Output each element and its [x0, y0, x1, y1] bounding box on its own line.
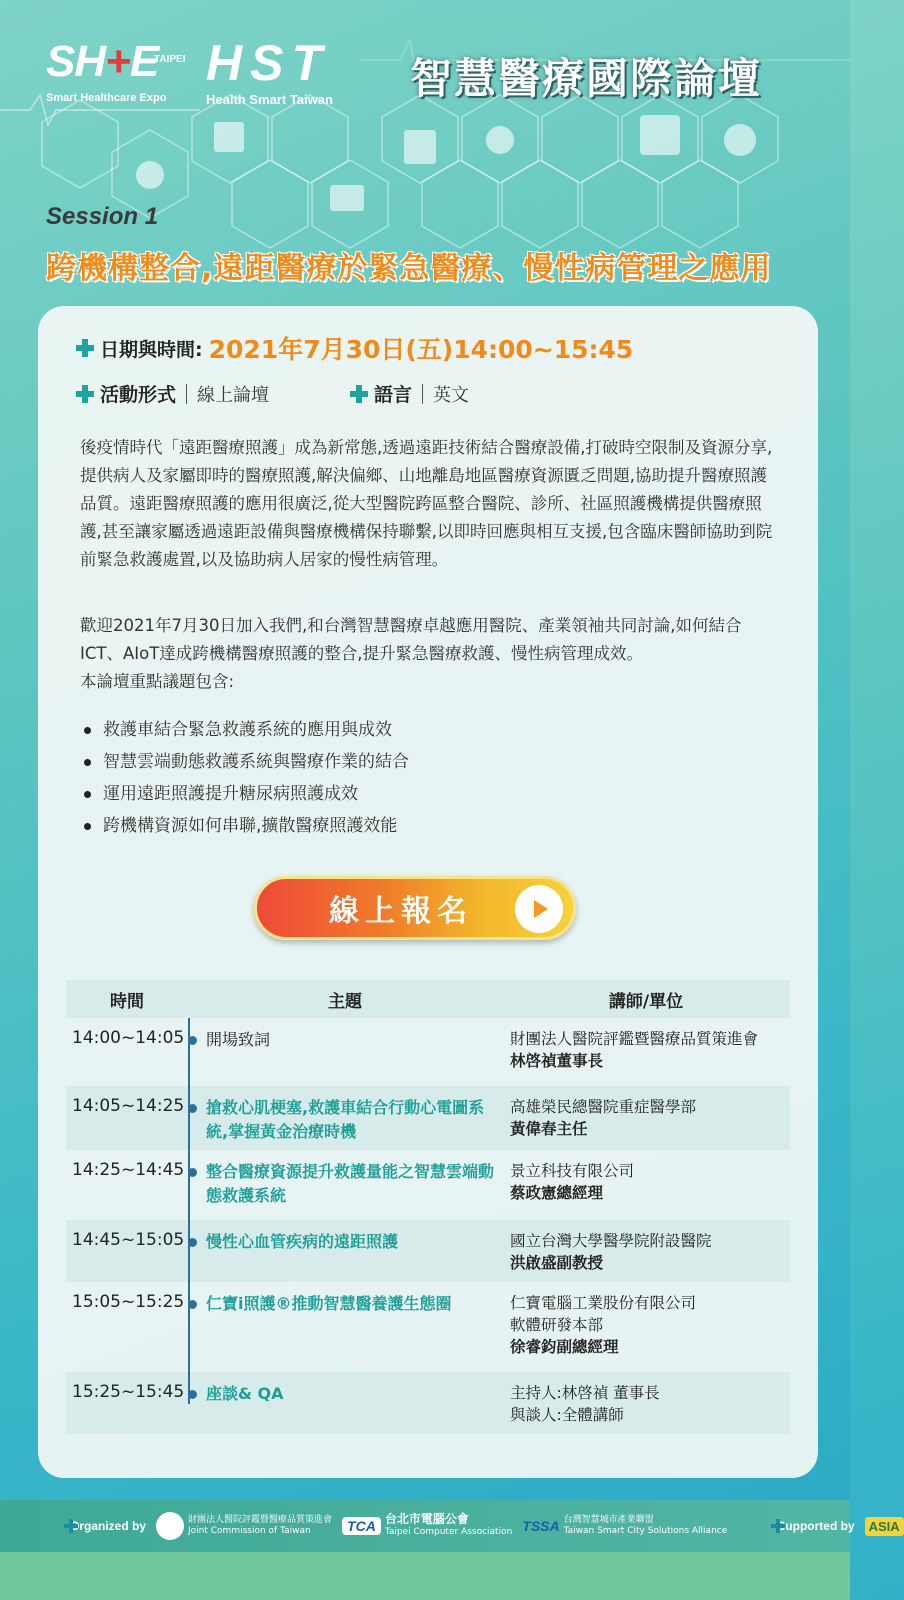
row-speaker [510, 1018, 790, 1086]
row-speaker [510, 1220, 790, 1282]
row-speaker [510, 1282, 790, 1372]
topics-intro: 本論壇重點議題包含: [80, 672, 235, 691]
supporter-mark: ASIA [865, 1517, 904, 1536]
format-value: 線上論壇 [197, 384, 270, 406]
agenda-header [66, 980, 790, 1018]
row-speaker [510, 1372, 790, 1434]
row-topic: 座談& QA [206, 1384, 284, 1403]
tca-logo [342, 1514, 512, 1538]
bullet-icon [84, 727, 91, 734]
divider [186, 384, 187, 404]
supported-by-label: Supported by [777, 1519, 855, 1533]
format-row [76, 380, 269, 407]
org3-en: Taiwan Smart City Solutions Alliance [563, 1526, 728, 1536]
row-speaker [510, 1086, 790, 1150]
tssa-mark: TSSA [522, 1518, 560, 1534]
org3-name: 台灣智慧城市產業聯盟 [563, 1515, 654, 1525]
she-logo: SH+E [46, 37, 159, 86]
header-speaker: 講師/單位 [608, 991, 684, 1012]
table-row [66, 1372, 790, 1434]
date-value: 2021年7月30日(五)14:00~15:45 [208, 335, 634, 364]
language-value: 英文 [433, 384, 470, 406]
row-time: 14:25~14:45 [72, 1160, 185, 1180]
table-row [66, 1150, 790, 1220]
register-button[interactable] [254, 876, 576, 940]
footer-sponsors [0, 1500, 900, 1552]
session-label: Session 1 [46, 203, 159, 230]
cross-icon [76, 339, 94, 357]
speaker-org: 仁寶電腦工業股份有限公司 [510, 1294, 697, 1312]
format-label: 活動形式 [100, 384, 177, 406]
header-banner [0, 0, 850, 300]
org2-en: Taipei Computer Association [384, 1527, 513, 1537]
language-label: 語言 [374, 384, 413, 406]
topic-text: 救護車結合緊急救護系統的應用與成效 [103, 720, 392, 740]
row-topic: 開場致詞 [206, 1030, 271, 1049]
intro-paragraph-2: 歡迎2021年7月30日加入我們,和台灣智慧醫療卓越應用醫院、產業領袖共同討論,如何結合ICT、AIoT達成跨機構醫療照護的整合,提升緊急醫療救護、慢性病管理成效。 [80, 616, 742, 663]
play-icon [515, 885, 563, 933]
speaker-org: 財團法人醫院評鑑暨醫療品質策進會 [510, 1030, 759, 1048]
date-row [76, 330, 633, 366]
topic-text: 運用遠距照護提升糖尿病照護成效 [103, 784, 358, 804]
list-item [84, 746, 409, 778]
intro-paragraph-1: 後疫情時代「遠距醫療照護」成為新常態,透過遠距技術結合醫療設備,打破時空限制及資源分享,提供病人及家屬即時的醫療照護,解決偏鄉、山地離島地區醫療資源匱乏問題,協助提升醫療照護品質。遠距醫療照護的應用很廣泛,從大型醫院跨區整合醫院、診所、社區照護機構提供醫療照護,甚至讓家屬透過遠距設備與醫療機構保持聯繫,以即時回應與相互支援,包含臨床醫師協助到院前緊急救護處置,以及協助病人居家的慢性病管理。 [80, 438, 773, 569]
jct-seal-icon [156, 1512, 184, 1540]
row-time: 15:25~15:45 [72, 1382, 185, 1402]
cross-icon [76, 385, 94, 403]
language-row [350, 380, 469, 407]
bullet-icon [84, 791, 91, 798]
speaker-org: 國立台灣大學醫學院附設醫院 [510, 1232, 712, 1250]
table-row [66, 1018, 790, 1086]
row-topic: 仁寶i照護®推動智慧醫養護生態圈 [206, 1294, 452, 1313]
topic-text: 跨機構資源如何串聯,擴散醫療照護效能 [103, 816, 398, 836]
content-card [38, 306, 818, 1478]
header-time: 時間 [110, 991, 144, 1012]
agenda-table [66, 980, 790, 1434]
date-label: 日期與時間: [100, 338, 203, 361]
row-time: 15:05~15:25 [72, 1292, 185, 1312]
hst-logo-subtitle: Health Smart Taiwan [206, 92, 333, 107]
list-item [84, 778, 409, 810]
row-topic: 整合醫療資源提升救護量能之智慧雲端動態救護系統 [206, 1162, 495, 1205]
she-logo-subtitle: Smart Healthcare Expo [46, 92, 167, 104]
timeline-line [188, 1018, 190, 1404]
table-row [66, 1220, 790, 1282]
speaker-name: 徐睿鈞副總經理 [510, 1338, 619, 1356]
bullet-icon [84, 823, 91, 830]
topic-text: 智慧雲端動態救護系統與醫療作業的結合 [103, 752, 409, 772]
row-time: 14:00~14:05 [72, 1028, 185, 1048]
row-speaker [510, 1150, 790, 1220]
speaker-name: 洪啟盛副教授 [510, 1254, 604, 1272]
organized-by-label: Organized by [70, 1519, 147, 1533]
list-item [84, 714, 409, 746]
row-topic: 搶救心肌梗塞,救護車結合行動心電圖系統,掌握黃金治療時機 [206, 1098, 485, 1141]
tca-mark: TCA [342, 1517, 381, 1535]
org2-name: 台北市電腦公會 [384, 1512, 469, 1526]
session-title: 跨機構整合,遠距醫療於緊急醫療、慢性病管理之應用 [46, 251, 772, 286]
jct-logo [156, 1512, 332, 1540]
row-topic: 慢性心血管疾病的遠距照護 [206, 1232, 399, 1251]
org1-en: Joint Commission of Taiwan [188, 1526, 311, 1536]
bullet-icon [84, 759, 91, 766]
cross-icon [350, 385, 368, 403]
row-time: 14:05~14:25 [72, 1096, 185, 1116]
tssa-logo [522, 1515, 727, 1537]
row-time: 14:45~15:05 [72, 1230, 185, 1250]
supporter-logo [865, 1517, 904, 1536]
speaker-name: 蔡政憲總經理 [510, 1184, 604, 1202]
register-button-label: 線上報名 [329, 894, 473, 929]
header-topic: 主題 [328, 991, 362, 1012]
speaker-org: 景立科技有限公司 [510, 1162, 635, 1180]
divider [422, 384, 423, 404]
speaker-panel: 與談人:全體講師 [510, 1406, 624, 1424]
speaker-name: 黃偉春主任 [510, 1120, 588, 1138]
table-row [66, 1282, 790, 1372]
topic-list [84, 714, 409, 842]
speaker-org: 高雄榮民總醫院重症醫學部 [510, 1098, 697, 1116]
footer-band [0, 1552, 850, 1600]
table-row [66, 1086, 790, 1150]
hst-logo: HST [206, 35, 330, 91]
speaker-name: 林啓禎董事長 [510, 1052, 604, 1070]
she-logo-taipei: TAIPEI [154, 54, 186, 65]
org1-name: 財團法人醫院評鑑暨醫療品質策進會 [188, 1515, 333, 1525]
speaker-dept: 軟體研發本部 [510, 1316, 604, 1334]
list-item [84, 810, 409, 842]
forum-title: 智慧醫療國際論壇 [410, 54, 763, 103]
speaker-host: 主持人:林啓禎 董事長 [510, 1384, 660, 1402]
